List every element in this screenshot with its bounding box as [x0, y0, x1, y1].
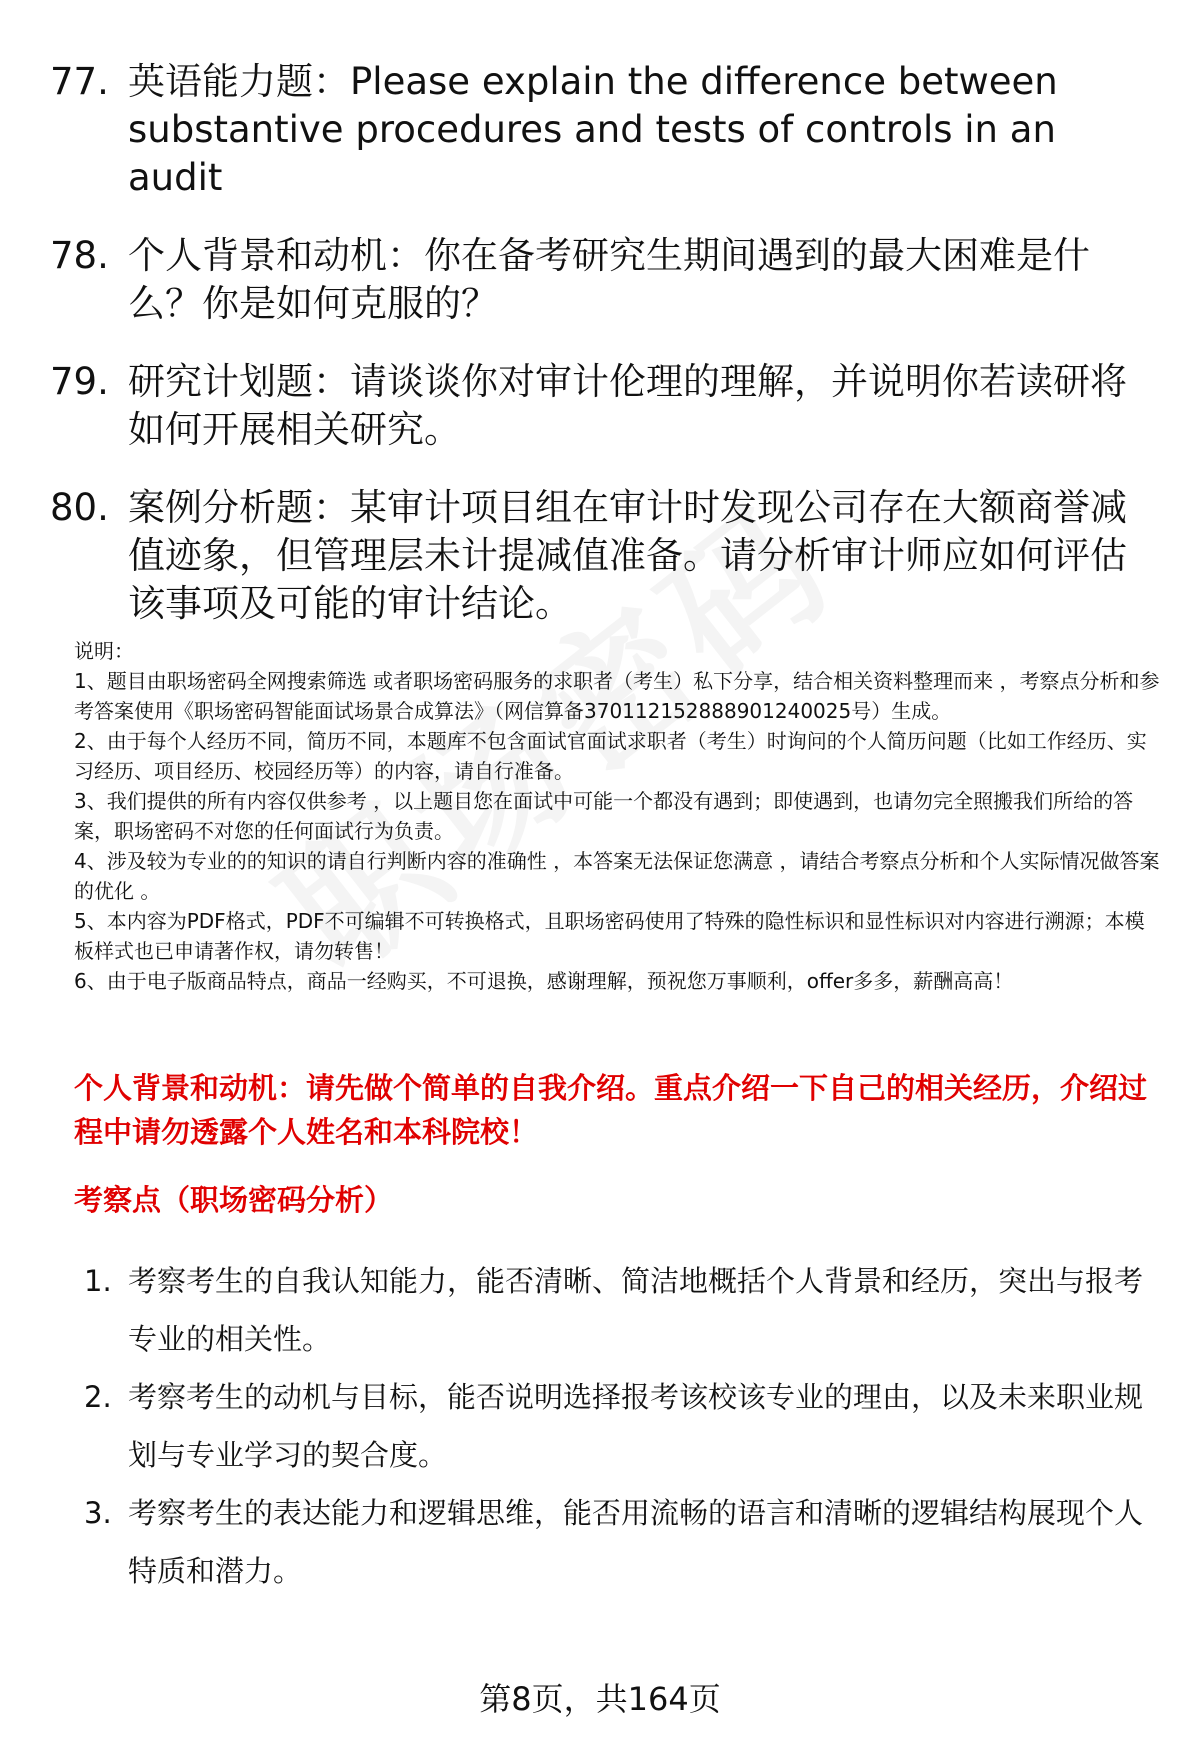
question-item: [50, 232, 1160, 328]
question-item: [50, 58, 1160, 202]
analysis-point: [84, 1368, 1164, 1484]
analysis-title: 考察点（职场密码分析）: [74, 1183, 394, 1217]
analysis-point-list: [84, 1252, 1164, 1600]
analysis-point-text: 考察考生的动机与目标，能否说明选择报考该校该专业的理由，以及未来职业规划与专业学习的契合度。: [128, 1380, 1144, 1472]
analysis-point: [84, 1252, 1164, 1368]
analysis-point-text: 考察考生的表达能力和逻辑思维，能否用流畅的语言和清晰的逻辑结构展现个人特质和潜力。: [128, 1496, 1144, 1588]
question-number: 80.: [50, 486, 109, 529]
question-item: [50, 484, 1160, 628]
analysis-point-number: 1.: [84, 1264, 112, 1298]
notes-title: 说明：: [74, 639, 134, 663]
note-item: 6、由于电子版商品特点，商品一经购买，不可退换，感谢理解，预祝您万事顺利，offer多多，薪酬高高！: [74, 969, 1014, 993]
question-text: 英语能力题：Please explain the difference between substantive procedures and tests of controls in an audit: [128, 60, 1058, 199]
page-footer: 第8页，共164页: [479, 1680, 721, 1718]
analysis-point-number: 2.: [84, 1380, 112, 1414]
analysis-point: [84, 1484, 1164, 1600]
question-text: 案例分析题：某审计项目组在审计时发现公司存在大额商誉减值迹象，但管理层未计提减值准备。请分析审计师应如何评估该事项及可能的审计结论。: [128, 486, 1127, 625]
note-item: 2、由于每个人经历不同，简历不同，本题库不包含面试官面试求职者（考生）时询问的个人简历问题（比如工作经历、实习经历、项目经历、校园经历等）的内容，请自行准备。: [74, 729, 1147, 783]
question-number: 77.: [50, 60, 109, 103]
question-number: 78.: [50, 234, 109, 277]
question-text: 研究计划题：请谈谈你对审计伦理的理解，并说明你若读研将如何开展相关研究。: [128, 360, 1127, 451]
note-item: 4、涉及较为专业的的知识的请自行判断内容的准确性 ，本答案无法保证您满意 ，请结合考察点分析和个人实际情况做答案的优化 。: [74, 849, 1160, 903]
current-question-heading: 个人背景和动机：请先做个简单的自我介绍。重点介绍一下自己的相关经历，介绍过程中请勿透露个人姓名和本科院校！: [74, 1071, 1148, 1149]
analysis-point-text: 考察考生的自我认知能力，能否清晰、简洁地概括个人背景和经历，突出与报考专业的相关性。: [128, 1264, 1144, 1356]
question-list: [50, 58, 1160, 658]
question-item: [50, 358, 1160, 454]
question-text: 个人背景和动机：你在备考研究生期间遇到的最大困难是什么？你是如何克服的？: [128, 234, 1090, 325]
question-number: 79.: [50, 360, 109, 403]
note-item: 5、本内容为PDF格式，PDF不可编辑不可转换格式，且职场密码使用了特殊的隐性标识和显性标识对内容进行溯源；本模板样式也已申请著作权，请勿转售！: [74, 909, 1145, 963]
analysis-point-number: 3.: [84, 1496, 112, 1530]
notes-section: [74, 636, 1160, 996]
note-item: 1、题目由职场密码全网搜索筛选 或者职场密码服务的求职者（考生）私下分享，结合相关资料整理而来 ，考察点分析和参考答案使用《职场密码智能面试场景合成算法》（网信算备370112152888901240025号）生成。: [74, 669, 1160, 723]
note-item: 3、我们提供的所有内容仅供参考 ，以上题目您在面试中可能一个都没有遇到；即使遇到，也请勿完全照搬我们所给的答案，职场密码不对您的任何面试行为负责。: [74, 789, 1134, 843]
